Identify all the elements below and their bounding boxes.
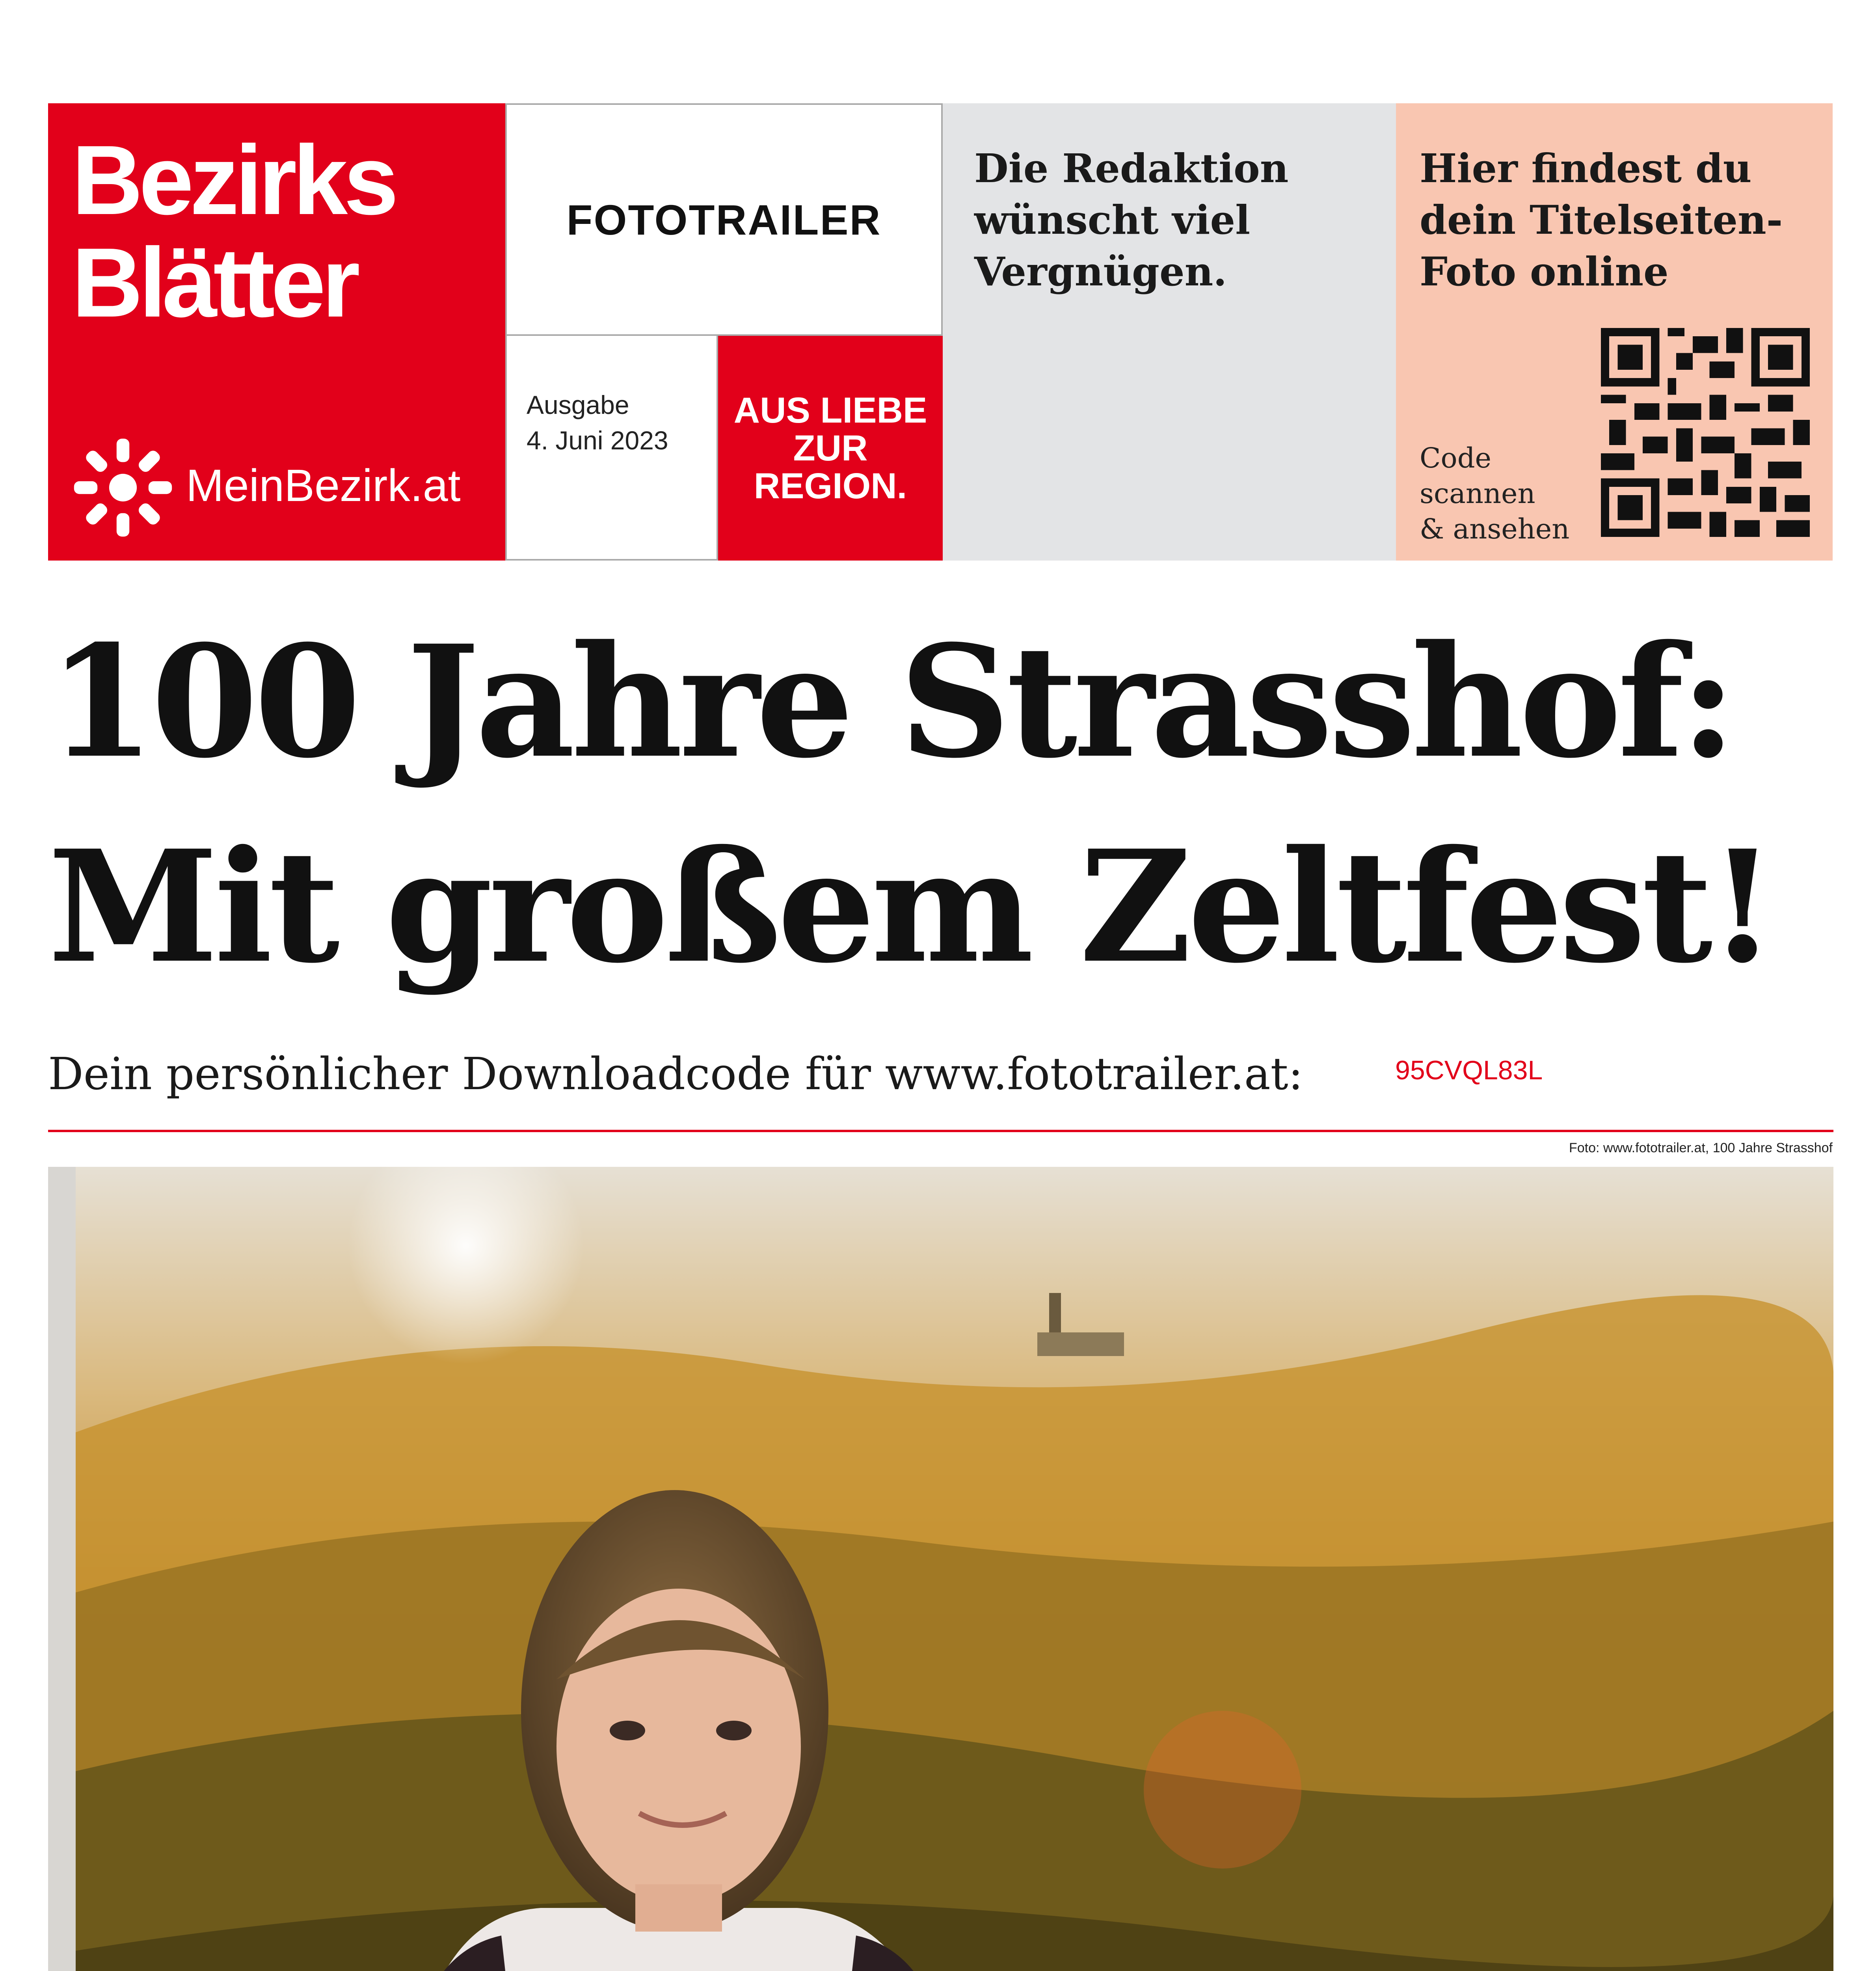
logo-website: MeinBezirk.at bbox=[186, 460, 461, 511]
section-label: FOTOTRAILER bbox=[566, 196, 882, 244]
logo-line-2: Blätter bbox=[72, 227, 356, 337]
qr-promo-text: Hier findest du dein Titelseiten-Foto online bbox=[1420, 145, 1783, 295]
qr-promo-box bbox=[1396, 103, 1833, 561]
headline-line-2: Mit großem Zeltfest! bbox=[48, 816, 1772, 997]
section-label-box bbox=[505, 103, 943, 336]
qr-caption-line: scannen bbox=[1420, 477, 1535, 510]
qr-caption-line: & ansehen bbox=[1420, 513, 1570, 545]
sun-icon bbox=[70, 434, 176, 541]
bezirksblaetter-logo bbox=[48, 103, 505, 561]
qr-code-icon[interactable] bbox=[1601, 328, 1810, 537]
editor-note-box bbox=[943, 103, 1396, 561]
headline bbox=[48, 599, 1822, 1009]
download-code: 95CVQL83L bbox=[1395, 1055, 1543, 1085]
qr-caption bbox=[1420, 440, 1585, 547]
qr-caption-line: Code bbox=[1420, 442, 1491, 474]
region-slogan bbox=[718, 336, 943, 561]
divider bbox=[48, 1130, 1833, 1132]
region-slogan-line: AUS LIEBE bbox=[733, 390, 927, 430]
download-instruction: Dein persönlicher Downloadcode für www.fototrailer.at: bbox=[48, 1049, 1303, 1100]
cover-photo bbox=[48, 1167, 1833, 1971]
issue-label: Ausgabe bbox=[527, 390, 629, 419]
photo-credit: Foto: www.fototrailer.at, 100 Jahre Strasshof bbox=[1569, 1140, 1833, 1155]
issue-box bbox=[505, 336, 718, 561]
logo-line-1: Bezirks bbox=[72, 125, 395, 235]
issue-date: 4. Juni 2023 bbox=[527, 426, 668, 455]
region-slogan-line: ZUR bbox=[793, 428, 868, 468]
region-slogan-line: REGION. bbox=[754, 466, 907, 506]
headline-line-1: 100 Jahre Strasshof: bbox=[48, 611, 1733, 792]
editor-note: Die Redaktion wünscht viel Vergnügen. bbox=[974, 145, 1289, 295]
